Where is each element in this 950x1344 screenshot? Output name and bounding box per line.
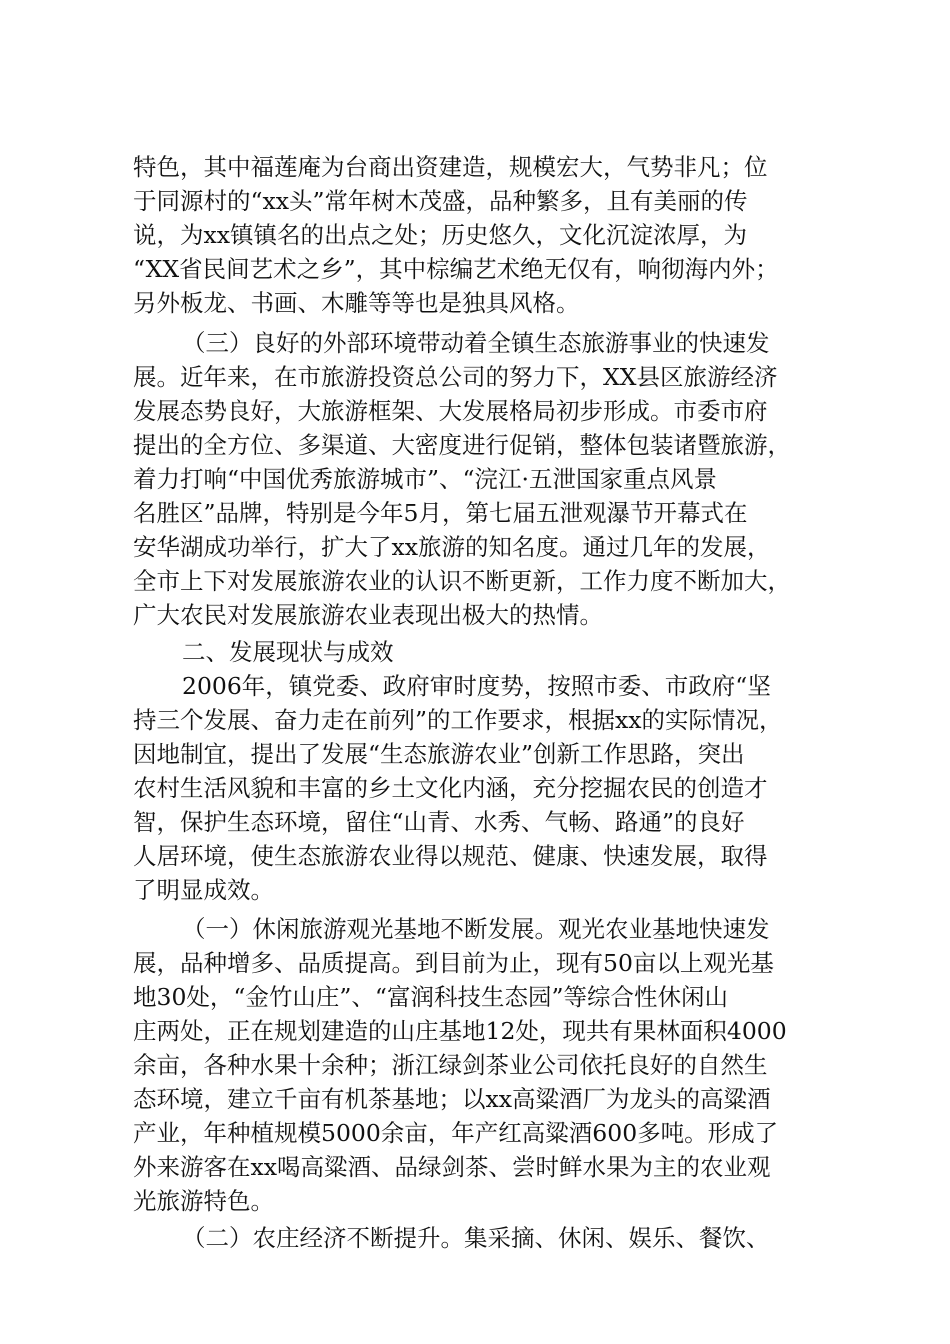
- section-heading-line: （三）良好的外部环境带动着全镇生态旅游事业的快速发: [182, 329, 770, 357]
- text-line: 安华湖成功举行，扩大了xx旅游的知名度。通过几年的发展，: [133, 533, 771, 561]
- text-line: 于同源村的“xx头”常年树木茂盛，品种繁多，且有美丽的传: [133, 187, 748, 215]
- text-line: 广大农民对发展旅游农业表现出极大的热情。: [133, 601, 603, 629]
- text-line: 农村生活风貌和丰富的乡土文化内涵，充分挖掘农民的创造才: [133, 774, 768, 802]
- text-line: 庄两处，正在规划建造的山庄基地12处，现共有果林面积4000: [133, 1017, 787, 1045]
- text-line: 态环境，建立千亩有机茶基地；以xx高粱酒厂为龙头的高粱酒: [133, 1085, 771, 1113]
- text-line: 全市上下对发展旅游农业的认识不断更新，工作力度不断加大，: [133, 567, 791, 595]
- text-line: 因地制宜，提出了发展“生态旅游农业”创新工作思路，突出: [133, 740, 745, 768]
- text-line: 提出的全方位、多渠道、大密度进行促销，整体包装诸暨旅游，: [133, 431, 791, 459]
- text-line: 外来游客在xx喝高粱酒、品绿剑茶、尝时鲜水果为主的农业观: [133, 1153, 771, 1181]
- text-line: 说，为xx镇镇名的出点之处；历史悠久，文化沉淀浓厚，为: [133, 221, 748, 249]
- text-line: 发展态势良好，大旅游框架、大发展格局初步形成。市委市府: [133, 397, 768, 425]
- text-line: 智，保护生态环境，留住“山青、水秀、气畅、路通”的良好: [133, 808, 745, 836]
- text-line: 展。近年来，在市旅游投资总公司的努力下，XX县区旅游经济: [133, 363, 778, 391]
- text-line: 另外板龙、书画、木雕等等也是独具风格。: [133, 289, 580, 317]
- text-line: 展，品种增多、品质提高。到目前为止，现有50亩以上观光基: [133, 949, 774, 977]
- section-heading-line: （一）休闲旅游观光基地不断发展。观光农业基地快速发: [182, 915, 770, 943]
- paragraph-start-line: 2006年，镇党委、政府审时度势，按照市委、市政府“坚: [182, 672, 771, 700]
- text-line: 人居环境，使生态旅游农业得以规范、健康、快速发展，取得: [133, 842, 768, 870]
- text-line: 光旅游特色。: [133, 1187, 274, 1215]
- text-line: 名胜区”品牌，特别是今年5月，第七届五泄观瀑节开幕式在: [133, 499, 748, 527]
- text-line: 地30处，“金竹山庄”、“富润科技生态园”等综合性休闲山: [133, 983, 728, 1011]
- section-heading-line: （二）农庄经济不断提升。集采摘、休闲、娱乐、餐饮、: [182, 1224, 770, 1252]
- text-line: 特色，其中福莲庵为台商出资建造，规模宏大，气势非凡；位: [133, 153, 768, 181]
- text-line: “XX省民间艺术之乡”，其中棕编艺术绝无仅有，响彻海内外；: [133, 255, 779, 283]
- text-line: 了明显成效。: [133, 876, 274, 904]
- text-line: 产业，年种植规模5000余亩，年产红高粱酒600多吨。形成了: [133, 1119, 779, 1147]
- section-heading: 二、发展现状与成效: [182, 638, 394, 666]
- text-line: 持三个发展、奋力走在前列”的工作要求，根据xx的实际情况，: [133, 706, 783, 734]
- text-line: 着力打响“中国优秀旅游城市”、“浣江·五泄国家重点风景: [133, 465, 718, 493]
- text-line: 余亩，各种水果十余种；浙江绿剑茶业公司依托良好的自然生: [133, 1051, 768, 1079]
